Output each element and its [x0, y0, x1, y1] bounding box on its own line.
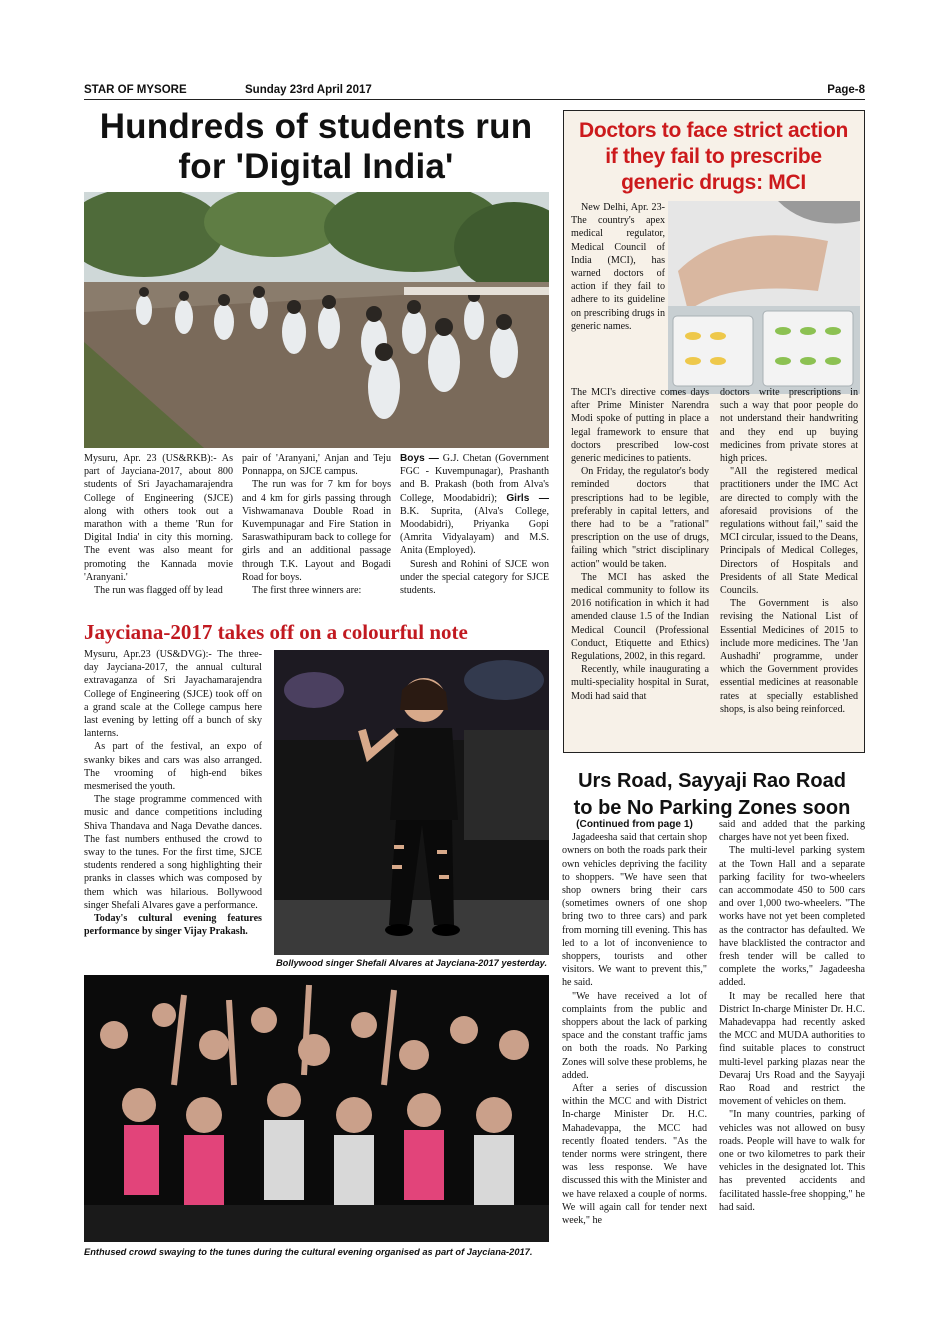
- mci-para: On Friday, the regulator's body reminded doctors that prescriptions had to be legible, preferably in capital letters, and there had to be a "rational" prescription on the use of drugs, failing which "strict disciplinary action" would be taken.: [571, 466, 709, 570]
- parking-para: It may be recalled here that District In-charge Minister Dr. H.C. Mahadevappa had recently asked the MCC and MUDA authorities to find suitable places to construct multi-level parking plazas near the Devaraj Urs Road and the Sayyaji Rao Road and restrict the movement of vehicles on them.: [719, 990, 865, 1108]
- mci-headline-line2: if they fail to prescribe: [605, 145, 822, 168]
- boys-winners: G.J. Chetan (Government FGC - Kuvempunagar), Prashanth and B. Prakash (both from Alva's College, Moodabidri);: [400, 453, 549, 504]
- mci-col1-top: [571, 201, 665, 386]
- mci-story-box: [563, 110, 865, 753]
- mci-para: The MCI's directive comes days after Prime Minister Narendra Modi spoke of putting in place a legal framework to ensure that doctors prescribed low-cost generic medicines to patients.: [571, 387, 709, 465]
- run-story-col1: [84, 452, 233, 610]
- parking-para: said and added that the parking charges have not yet been fixed.: [719, 819, 865, 844]
- run-para: pair of 'Aranyani,' Anjan and Teju Ponnappa, on SJCE campus.: [242, 453, 391, 478]
- parking-headline-line1: Urs Road, Sayyaji Rao Road: [578, 770, 846, 792]
- jayciana-headline: Jayciana-2017 takes off on a colourful note: [84, 620, 468, 644]
- run-para: Mysuru, Apr. 23 (US&RKB):- As part of Jayciana-2017, about 800 students of Sri Jayachamarajendra College of Engineering (SJCE) along with others took out a marathon with a theme 'Run for Digital India' in city this morning. The event was also meant for promoting the Kannada movie 'Aranyani.': [84, 453, 233, 583]
- marathon-photo: [84, 192, 549, 448]
- mci-headline-line3: generic drugs: MCI: [621, 171, 806, 194]
- continued-note: (Continued from page 1): [576, 819, 693, 830]
- parking-col1: [562, 818, 707, 1274]
- girls-winners: B.K. Suprita, (Alva's College, Moodabidri), Priyanka Gopi (Amrita Vidyalayam) and M.S. Anita (Employed).: [400, 505, 549, 557]
- mci-para: New Delhi, Apr. 23- The country's apex medical regulator, Medical Council of India (MCI), has warned doctors of action if they fail to adhere to its guideline on prescribing drugs in generic names.: [571, 202, 665, 332]
- parking-headline: [557, 768, 867, 822]
- paper-name: STAR OF MYSORE: [84, 84, 187, 96]
- page-number: Page-8: [827, 84, 865, 96]
- crowd-photo: [84, 975, 549, 1242]
- boys-label: Boys —: [400, 453, 439, 464]
- run-headline: [82, 107, 550, 187]
- pills-photo: [668, 201, 860, 394]
- jayciana-para: As part of the festival, an expo of swanky bikes and cars was also arranged. The vrooming of high-end bikes mesmerised the youth.: [84, 741, 262, 793]
- parking-headline-line2: to be No Parking Zones soon: [573, 797, 851, 819]
- issue-date: Sunday 23rd April 2017: [245, 84, 372, 96]
- jayciana-feature-note: Today's cultural evening features performance by singer Vijay Prakash.: [84, 913, 262, 938]
- parking-para: The multi-level parking system at the Town Hall and a separate parking facility for two-wheelers can accommodate 450 to 500 cars and over 1,000 two-wheelers. "The works have not yet been completed as the contractor has defaulted. We have blacklisted the contractor and fresh tender will be called to complete the works," Jagadeesha added.: [719, 845, 865, 989]
- singer-photo: [274, 650, 549, 955]
- crowd-caption: Enthused crowd swaying to the tunes during the cultural evening organised as part of Jayciana-2017.: [84, 1247, 533, 1257]
- parking-para: "We have received a lot of complaints from the public and shoppers about the lack of parking space and the constant traffic jams on both the roads. No Parking Zones will solve these problems, he added.: [562, 990, 707, 1081]
- mci-headline-line1: Doctors to face strict action: [578, 119, 849, 142]
- run-headline-line1: Hundreds of students run: [99, 107, 533, 146]
- mci-headline: [564, 118, 863, 196]
- jayciana-body: [84, 648, 262, 972]
- run-para: The first three winners are:: [252, 585, 362, 597]
- parking-para: "In many countries, parking of vehicles was not allowed on busy roads. People will have to walk for one or two kilometres to park their vehicles in the designated lot. This has prevented accidents and facilitated hassle-free shopping," he had said.: [719, 1109, 865, 1213]
- run-headline-line2: for 'Digital India': [178, 147, 454, 186]
- jayciana-para: Mysuru, Apr.23 (US&DVG):- The three-day Jayciana-2017, the annual cultural extravaganza of Sri Jayachamarajendra College of Engineering (SJCE) took off on a grand scale at the College campus here last evening by letting off a bunch of sky lanterns.: [84, 649, 262, 740]
- jayciana-para: The stage programme commenced with music and dance competitions including Shiva Thandava and Naga Devathe dances. The fast numbers enthused the crowd to sway to the tunes. For the first time, SJCE students rendered a song highlighting their pranks in classes which was composed by them which was hilarious. Bollywood singer Shefali Alvares gave a performance.: [84, 794, 262, 911]
- mci-para: doctors write prescriptions in such a way that poor people do not understand their handwriting and they end up buying medicines from private stores at high prices.: [720, 387, 858, 465]
- run-para: The run was flagged off by lead: [94, 585, 223, 597]
- mci-para: Recently, while inaugurating a multi-speciality hospital in Surat, Modi had said that: [571, 664, 709, 702]
- mci-col1: [571, 386, 709, 748]
- page-header: [84, 84, 865, 100]
- mci-col2: [720, 386, 858, 748]
- singer-caption: Bollywood singer Shefali Alvares at Jayciana-2017 yesterday.: [275, 958, 548, 968]
- run-story-col2: [242, 452, 391, 610]
- mci-para: The Government is also revising the National List of Essential Medicines of 2015 to include more medicines. The 'Jan Aushadhi' programme, under which the Government provides essential medicines at reasonable rates at specially established shops, is also being reinforced.: [720, 598, 858, 715]
- parking-para: Jagadeesha said that certain shop owners on both the roads park their own vehicles depriving the facility to shoppers. "We have seen that shop owners bring their cars (sometimes owners of one shop bring two to three cars) and park from morning till evening. This has led to a lot of inconvenience to shoppers, tourists and other visitors. We want to prevent this," he said.: [562, 832, 707, 989]
- mci-para: The MCI has asked the medical community to follow its 2016 notification in which it had amended clause 1.5 of the Indian Medical Council (Professional Conduct, Etiquette and Ethics) Regulations, 2002, in this regard.: [571, 571, 709, 663]
- run-para: Suresh and Rohini of SJCE won under the special category for SJCE students.: [400, 558, 549, 597]
- parking-col2: [719, 818, 865, 1274]
- parking-para: After a series of discussion within the MCC and with District In-charge Minister Dr. H.C. Mahadevappa, the MCC had recently floated tenders. "As the tender norms were stringent, there was less response. We have discussed this with the Minister and we have relaxed a couple of norms. We will again call for tender next week," he: [562, 1083, 707, 1227]
- girls-label: Girls —: [506, 492, 549, 504]
- run-story-col3: [400, 452, 549, 610]
- run-para: The run was for 7 km for boys and 4 km for girls passing through Vishwamanava Double Road in Kuvempunagar and Fire Station in Saraswathipuram back to college for girls and an additional passage through T.K. Layout and Bogadi Road for boys.: [242, 479, 391, 583]
- mci-para: "All the registered medical practitioners under the IMC Act are directed to comply with the aforesaid provisions of the regulations without fail," said the MCI circular, issued to the Deans, Principals of Medical Colleges, Directors of Hospitals and Presidents of all State Medical Councils.: [720, 466, 858, 597]
